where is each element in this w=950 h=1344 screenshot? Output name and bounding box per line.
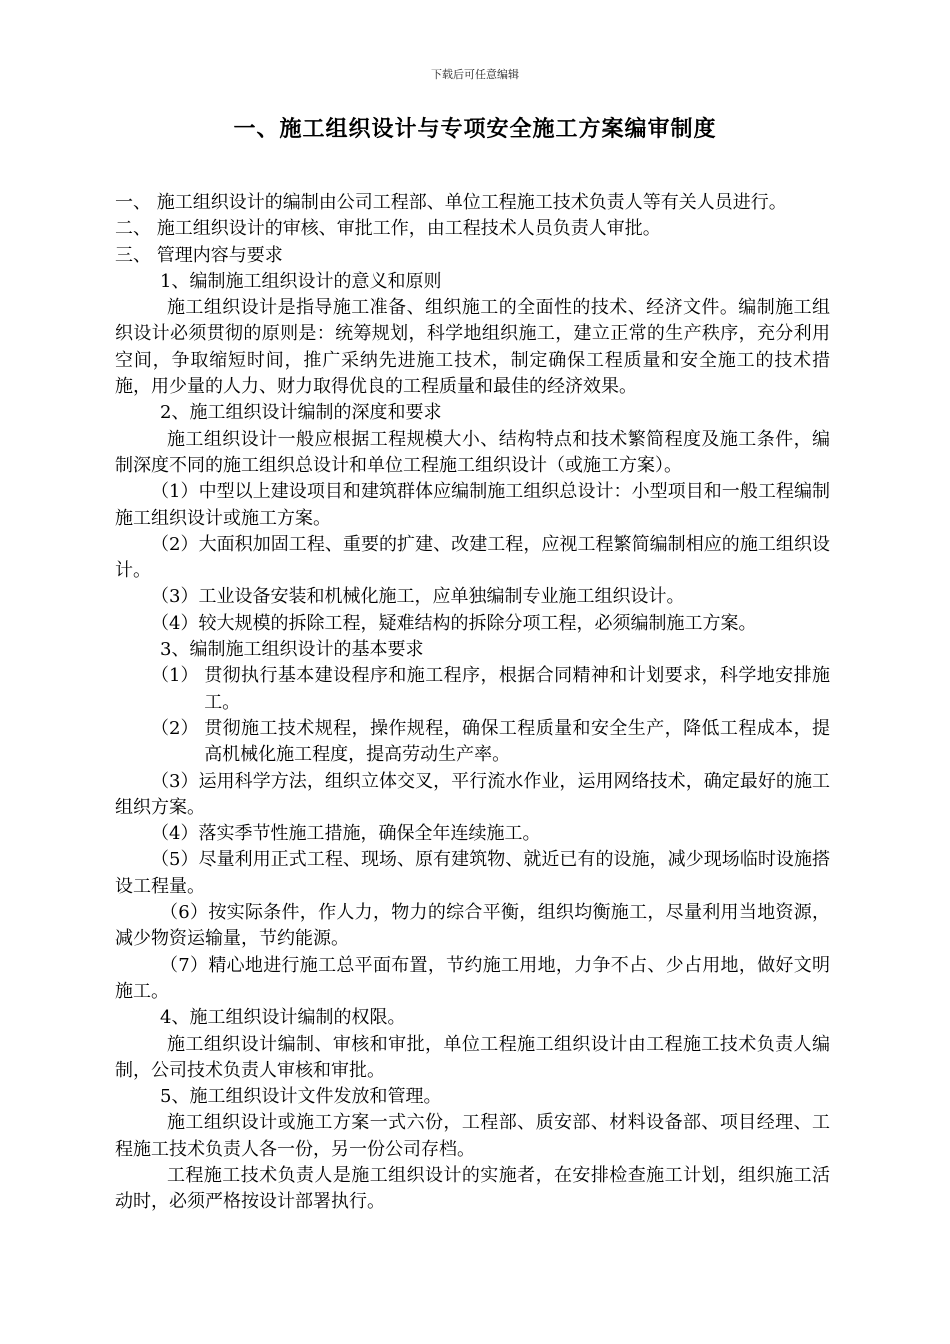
section-4-paragraph: 施工组织设计编制、审核和审批，单位工程施工组织设计由工程施工技术负责人编制，公司技术负责人审核和审批。 [115,1033,830,1081]
section-3-item: （4）落实季节性施工措施，确保全年连续施工。 [151,823,541,845]
section-2-heading: 2、施工组织设计编制的深度和要求 [160,402,442,424]
page-title: 一、施工组织设计与专项安全施工方案编审制度 [233,116,717,142]
clause-label: 二、 [115,218,157,240]
section-2-item: （1）中型以上建设项目和建筑群体应编制施工组织总设计：小型项目和一般工程编制施工组织设计或施工方案。 [115,481,830,529]
section-3-item: （7）精心地进行施工总平面布置，节约施工用地，力争不占、少占用地，做好文明施工。 [115,954,830,1002]
section-2-item: （3）工业设备安装和机械化施工，应单独编制专业施工组织设计。 [151,586,685,608]
section-3-heading: 3、编制施工组织设计的基本要求 [160,639,424,661]
clause-text: 施工组织设计的编制由公司工程部、单位工程施工技术负责人等有关人员进行。 [156,192,787,213]
clause-label: 三、 [115,244,157,266]
section-1-paragraph: 施工组织设计是指导施工准备、组织施工的全面性的技术、经济文件。编制施工组织设计必须贯彻的原则是：统筹规划，科学地组织施工，建立正常的生产秩序，充分利用空间，争取缩短时间，推广采纳先进施工技术，制定确保工程质量和安全施工的技术措施，用少量的人力、财力取得优良的工程质量和最佳的经济效果。 [115,297,830,398]
section-5-paragraph: 施工组织设计或施工方案一式六份，工程部、质安部、材料设备部、项目经理、工程施工技术负责人各一份，另一份公司存档。 [115,1112,830,1160]
section-3-item: （6）按实际条件，作人力，物力的综合平衡，组织均衡施工，尽量利用当地资源，减少物资运输量，节约能源。 [115,902,830,950]
clause-text: 管理内容与要求 [156,244,283,266]
section-5-heading: 5、施工组织设计文件发放和管理。 [160,1086,442,1108]
section-3-item: （5）尽量利用正式工程、现场、原有建筑物、就近已有的设施，减少现场临时设施搭设工程量。 [115,849,830,897]
clause-text: 施工组织设计的审核、审批工作，由工程技术人员负责人审批。 [156,218,661,240]
section-1-heading: 1、编制施工组织设计的意义和原则 [160,270,442,292]
clause-2 [115,216,830,242]
clause-label: 一、 [115,192,157,213]
section-3-item [115,716,830,769]
section-3-item: （3）运用科学方法，组织立体交叉，平行流水作业，运用网络技术，确定最好的施工组织方案。 [115,770,830,818]
section-2-item: （2）大面积加固工程、重要的扩建、改建工程，应视工程繁简编制相应的施工组织设计。 [115,533,830,582]
item-text: 贯彻施工技术规程，操作规程，确保工程质量和安全生产，降低工程成本，提高机械化施工程度，提高劳动生产率。 [204,717,830,766]
section-4-heading: 4、施工组织设计编制的权限。 [160,1007,406,1029]
clause-1 [115,190,830,216]
item-text: 贯彻执行基本建设程序和施工程序，根据合同精神和计划要求，科学地安排施工。 [204,665,830,713]
section-2-paragraph: 施工组织设计一般应根据工程规模大小、结构特点和技术繁简程度及施工条件，编制深度不同的施工组织总设计和单位工程施工组织设计（或施工方案）。 [115,428,830,476]
item-label: （1） [151,665,205,687]
section-3-item [115,663,830,716]
section-2-item: （4）较大规模的拆除工程，疑难结构的拆除分项工程，必须编制施工方案。 [151,612,757,634]
header-note: 下载后可任意编辑 [431,68,519,81]
clause-3 [115,243,830,269]
section-5-paragraph: 工程施工技术负责人是施工组织设计的实施者，在安排检查施工计划，组织施工活动时，必须严格按设计部署执行。 [115,1164,830,1213]
item-label: （2） [151,717,205,739]
document-body [115,190,830,1216]
